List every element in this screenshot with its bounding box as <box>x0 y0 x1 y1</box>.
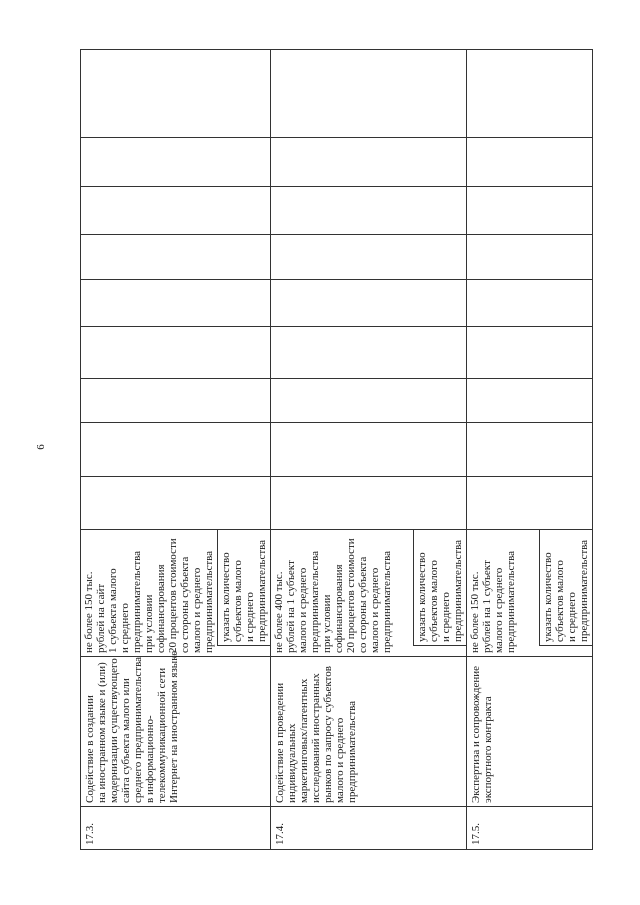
text-line: при условии <box>321 594 333 653</box>
text-line: экспортного контракта <box>482 696 494 803</box>
table-row <box>81 50 271 850</box>
measure-note <box>413 530 466 646</box>
text-line: Экспертиза и сопровождение <box>470 666 482 803</box>
text-line: предпринимательства <box>346 700 358 803</box>
text-line: субъектов малого <box>232 560 244 642</box>
table-row <box>467 50 593 850</box>
empty-cell <box>467 280 593 327</box>
measures-table <box>80 49 593 850</box>
empty-cell <box>81 280 271 327</box>
empty-cell <box>467 423 593 477</box>
text-line: модернизации существующего <box>108 658 120 803</box>
empty-cell <box>271 327 467 379</box>
measure-conditions <box>271 530 467 657</box>
text-line: предпринимательства <box>309 550 321 653</box>
empty-cell <box>467 327 593 379</box>
text-line: со стороны субъекта <box>179 556 191 653</box>
text-line: софинансирования <box>155 564 167 653</box>
text-line: среднего предпринимательства <box>132 656 144 803</box>
text-line: Содействие в проведении <box>274 682 286 803</box>
empty-cell <box>467 477 593 530</box>
empty-cell <box>81 477 271 530</box>
page-number: 6 <box>34 444 47 450</box>
text-line: малого и среднего <box>334 717 346 803</box>
empty-cell <box>271 379 467 423</box>
measure-note <box>217 530 270 646</box>
text-line: малого и среднего <box>191 567 203 653</box>
row-number: 17.5. <box>467 807 593 850</box>
text-line: указать количество <box>542 552 554 642</box>
empty-cell <box>81 423 271 477</box>
text-line: телекоммуникационной сети <box>156 667 168 803</box>
empty-cell <box>81 327 271 379</box>
text-line: малого и среднего <box>493 567 505 653</box>
text-line: предпринимательства <box>452 539 464 642</box>
text-line: и среднего <box>244 592 256 642</box>
empty-cell <box>271 235 467 280</box>
text-line: и среднего <box>566 592 578 642</box>
text-line: предпринимательства <box>505 550 517 653</box>
empty-cell <box>81 138 271 187</box>
text-line: малого и среднего <box>297 567 309 653</box>
text-line: индивидуальных <box>286 723 298 803</box>
empty-cell <box>81 235 271 280</box>
row-number: 17.3. <box>81 807 271 850</box>
text-line: Интернет на иностранном языке <box>168 650 180 803</box>
text-line: предпринимательства <box>203 550 215 653</box>
text-line: Содействие в создании <box>84 695 96 803</box>
document-table <box>80 50 588 850</box>
text-line: предпринимательства <box>131 550 143 653</box>
text-line: 20 процентов стоимости <box>345 538 357 653</box>
empty-cell <box>271 477 467 530</box>
text-line: сайта субъекта малого или <box>120 678 132 803</box>
measure-conditions <box>467 530 593 657</box>
text-line: указать количество <box>220 552 232 642</box>
measure-conditions <box>81 530 271 657</box>
text-line: рынков по запросу субъектов <box>322 666 334 803</box>
text-line: и среднего <box>119 603 131 653</box>
empty-cell <box>81 50 271 138</box>
measure-note <box>539 530 592 646</box>
text-line: указать количество <box>416 552 428 642</box>
text-line: рублей на 1 субъект <box>481 560 493 653</box>
empty-cell <box>81 379 271 423</box>
empty-cell <box>467 187 593 235</box>
empty-cell <box>271 280 467 327</box>
measure-name <box>467 657 593 807</box>
text-line: 1 субъекта малого <box>107 568 119 653</box>
text-line: 20 процентов стоимости <box>167 538 179 653</box>
text-line: со стороны субъекта <box>357 556 369 653</box>
text-line: при условии <box>143 594 155 653</box>
text-line: не более 150 тыс. <box>469 571 481 653</box>
text-line: на иностранном языке и (или) <box>96 662 108 803</box>
text-line: софинансирования <box>333 564 345 653</box>
text-line: не более 400 тыс. <box>273 571 285 653</box>
empty-cell <box>271 50 467 138</box>
text-line: субъектов малого <box>554 560 566 642</box>
empty-cell <box>467 138 593 187</box>
measure-name <box>271 657 467 807</box>
empty-cell <box>271 423 467 477</box>
table-row <box>271 50 467 850</box>
empty-cell <box>467 50 593 138</box>
empty-cell <box>271 187 467 235</box>
text-line: рублей на 1 субъект <box>285 560 297 653</box>
text-line: малого и среднего <box>369 567 381 653</box>
measure-name <box>81 650 271 807</box>
text-line: рублей на сайт <box>95 583 107 653</box>
empty-cell <box>271 138 467 187</box>
text-line: и среднего <box>440 592 452 642</box>
text-line: субъектов малого <box>428 560 440 642</box>
text-line: предпринимательства <box>256 539 268 642</box>
text-line: предпринимательства <box>578 539 590 642</box>
empty-cell <box>467 235 593 280</box>
empty-cell <box>81 187 271 235</box>
empty-cell <box>467 379 593 423</box>
text-line: в информационно- <box>144 715 156 803</box>
text-line: не более 150 тыс. <box>83 571 95 653</box>
text-line: предпринимательства <box>381 550 393 653</box>
text-line: исследований иностранных <box>310 673 322 803</box>
text-line: маркетинговых/патентных <box>298 678 310 803</box>
row-number: 17.4. <box>271 807 467 850</box>
